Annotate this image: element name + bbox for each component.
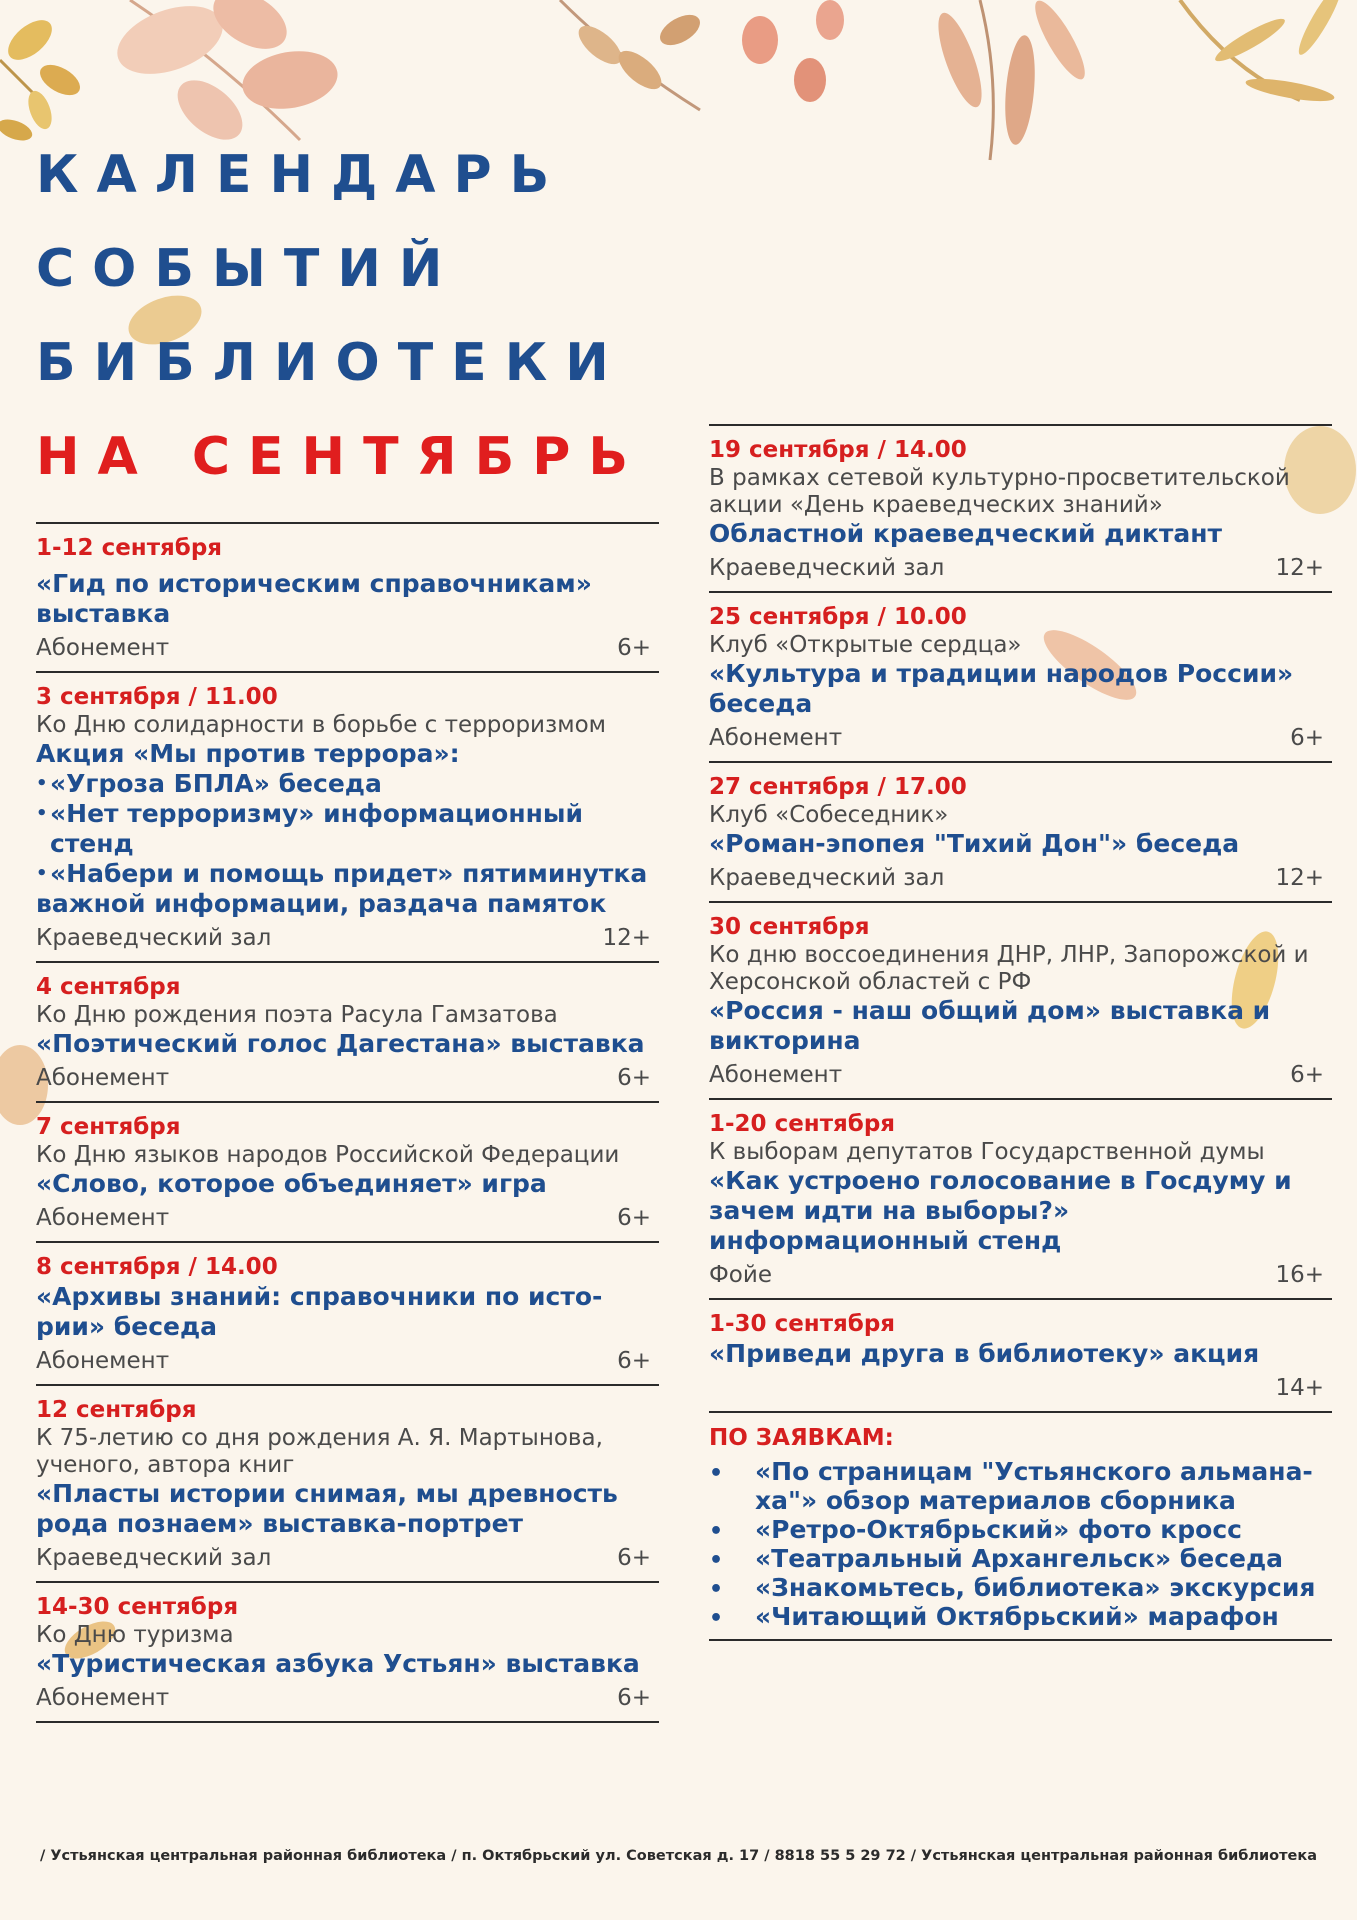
event-place: Абонемент bbox=[36, 1065, 170, 1091]
event-title: «Культура и традиции народов России» беседа bbox=[709, 659, 1294, 718]
event-place: Абонемент bbox=[36, 1685, 170, 1711]
event-date: 30 сентября bbox=[709, 914, 870, 940]
event-place: Краеведческий зал bbox=[709, 555, 945, 581]
age-badge: 6+ bbox=[617, 1545, 651, 1571]
event-title: «Поэтический голос Дагестана» выставка bbox=[36, 1029, 645, 1058]
event-date: 1-12 сентября bbox=[36, 535, 223, 561]
age-badge: 6+ bbox=[617, 1205, 651, 1231]
event-date: 1-30 сентября bbox=[709, 1311, 896, 1337]
age-badge: 12+ bbox=[1275, 865, 1324, 891]
event-item bbox=[709, 763, 1332, 901]
leaf-branch-top-right-icon bbox=[930, 0, 1347, 160]
event-item bbox=[709, 593, 1332, 761]
event-description: Ко Дню рождения поэта Расула Гамзатова bbox=[36, 1002, 558, 1028]
event-item bbox=[709, 1300, 1332, 1411]
event-footer bbox=[36, 923, 659, 953]
left-events-column bbox=[36, 522, 659, 1723]
event-item bbox=[36, 524, 659, 671]
request-item: • «Знакомьтесь, библиотека» экскурсия bbox=[709, 1573, 1332, 1602]
event-date: 14-30 сентября bbox=[36, 1594, 239, 1620]
event-bullet: • «Угроза БПЛА» беседа bbox=[36, 769, 659, 799]
divider bbox=[36, 1721, 659, 1723]
title-line-4: НА СЕНТЯБРЬ bbox=[36, 427, 646, 487]
request-item: • «Ретро-Октябрьский» фото кросс bbox=[709, 1515, 1332, 1544]
event-footer bbox=[36, 1346, 659, 1376]
event-footer bbox=[36, 1683, 659, 1713]
age-badge: 12+ bbox=[1275, 555, 1324, 581]
leaf-cluster-top-left-icon bbox=[0, 13, 85, 145]
event-footer bbox=[36, 1543, 659, 1573]
event-footer bbox=[36, 633, 659, 663]
event-item bbox=[36, 1386, 659, 1581]
event-date: 3 сентября / 11.00 bbox=[36, 684, 278, 710]
event-place: Абонемент bbox=[36, 1205, 170, 1231]
event-description: Ко Дню туризма bbox=[36, 1622, 234, 1648]
title-line-2: СОБЫТИЙ bbox=[36, 239, 461, 299]
age-badge: 6+ bbox=[1290, 1062, 1324, 1088]
event-place: Фойе bbox=[709, 1262, 772, 1288]
event-description: Ко Дню солидарности в борьбе с терроризмом bbox=[36, 712, 607, 738]
event-footer bbox=[709, 1373, 1332, 1403]
event-footer bbox=[709, 863, 1332, 893]
event-title: «Пласты истории снимая, мы древность рода познаем» выставка-портрет bbox=[36, 1479, 618, 1538]
requests-heading: ПО ЗАЯВКАМ: bbox=[709, 1425, 894, 1451]
event-description: Ко Дню языков народов Российской Федерации bbox=[36, 1142, 620, 1168]
event-item bbox=[709, 903, 1332, 1098]
age-badge: 6+ bbox=[617, 1685, 651, 1711]
divider bbox=[709, 1639, 1332, 1641]
event-description: Клуб «Собеседник» bbox=[709, 802, 949, 828]
event-description: К 75-летию со дня рождения А. Я. Мартынова, ученого, автора книг bbox=[36, 1425, 603, 1478]
event-place: Абонемент bbox=[36, 635, 170, 661]
request-item: • «По страницам "Устьянского альмана-ха"» обзор материалов сборника bbox=[709, 1457, 1332, 1515]
event-bullet: • «Нет терроризму» информационный bbox=[36, 799, 659, 829]
event-place: Абонемент bbox=[709, 1062, 843, 1088]
event-description: К выборам депутатов Государственной думы bbox=[709, 1139, 1265, 1165]
event-title: «Россия - наш общий дом» выставка и викторина bbox=[709, 996, 1271, 1055]
event-footer bbox=[709, 1260, 1332, 1290]
event-title: «Гид по историческим справочникам» выставка bbox=[36, 569, 592, 628]
event-title: «Слово, которое объединяет» игра bbox=[36, 1169, 547, 1198]
age-badge: 6+ bbox=[617, 1065, 651, 1091]
event-title: Акция «Мы против террора»: bbox=[36, 739, 460, 768]
leaf-branch-top-center-icon bbox=[560, 0, 844, 110]
event-date: 7 сентября bbox=[36, 1114, 181, 1140]
age-badge: 14+ bbox=[1275, 1375, 1324, 1401]
age-badge: 16+ bbox=[1275, 1262, 1324, 1288]
event-date: 25 сентября / 10.00 bbox=[709, 604, 967, 630]
event-title: «Как устроено голосование в Госдуму и зачем идти на выборы?» информационный стенд bbox=[709, 1166, 1292, 1255]
event-title: «Роман-эпопея "Тихий Дон"» беседа bbox=[709, 829, 1240, 858]
event-title: «Туристическая азбука Устьян» выставка bbox=[36, 1649, 640, 1678]
event-footer bbox=[709, 1060, 1332, 1090]
event-description: В рамках сетевой культурно-просветительской акции «День краеведческих знаний» bbox=[709, 465, 1290, 518]
event-item bbox=[36, 1103, 659, 1241]
footer-address: / Устьянская центральная районная библиотека / п. Октябрьский ул. Советская д. 17 / 8818 55 5 29 72 / Устьянская центральная районная библиотека bbox=[39, 1848, 1317, 1864]
event-item bbox=[36, 963, 659, 1101]
event-item bbox=[709, 426, 1332, 591]
event-description: Ко дню воссоединения ДНР, ЛНР, Запорожской и Херсонской областей с РФ bbox=[709, 942, 1309, 995]
age-badge: 12+ bbox=[602, 925, 651, 951]
requests-list bbox=[709, 1457, 1332, 1631]
event-place: Абонемент bbox=[709, 725, 843, 751]
title-line-1: КАЛЕНДАРЬ bbox=[36, 145, 568, 205]
age-badge: 6+ bbox=[1290, 725, 1324, 751]
event-place: Краеведческий зал bbox=[709, 865, 945, 891]
event-date: 4 сентября bbox=[36, 974, 181, 1000]
event-place: Абонемент bbox=[36, 1348, 170, 1374]
event-bullet-continuation: важной информации, раздача памяток bbox=[36, 889, 607, 918]
request-item: • «Читающий Октябрьский» марафон bbox=[709, 1602, 1332, 1631]
event-footer bbox=[36, 1203, 659, 1233]
event-place: Краеведческий зал bbox=[36, 1545, 272, 1571]
event-date: 12 сентября bbox=[36, 1397, 197, 1423]
event-item bbox=[36, 1243, 659, 1384]
right-events-column bbox=[709, 424, 1332, 1641]
age-badge: 6+ bbox=[617, 1348, 651, 1374]
event-footer bbox=[709, 723, 1332, 753]
event-bullet: • «Набери и помощь придет» пятиминутка bbox=[36, 859, 659, 889]
event-item bbox=[36, 673, 659, 961]
event-place: Краеведческий зал bbox=[36, 925, 272, 951]
event-title: Областной краеведческий диктант bbox=[709, 519, 1222, 548]
event-description: Клуб «Открытые сердца» bbox=[709, 632, 1022, 658]
event-bullet-continuation: стенд bbox=[50, 829, 134, 858]
event-date: 27 сентября / 17.00 bbox=[709, 774, 967, 800]
event-item bbox=[709, 1100, 1332, 1298]
event-date: 8 сентября / 14.00 bbox=[36, 1254, 278, 1280]
age-badge: 6+ bbox=[617, 635, 651, 661]
event-footer bbox=[709, 553, 1332, 583]
event-title: «Архивы знаний: справочники по исто-рии» беседа bbox=[36, 1282, 603, 1341]
event-date: 19 сентября / 14.00 bbox=[709, 437, 967, 463]
event-date: 1-20 сентября bbox=[709, 1111, 896, 1137]
event-footer bbox=[36, 1063, 659, 1093]
title-line-3: БИБЛИОТЕКИ bbox=[36, 333, 627, 393]
event-title: «Приведи друга в библиотеку» акция bbox=[709, 1339, 1260, 1368]
event-item bbox=[36, 1583, 659, 1721]
event-bullet-list bbox=[36, 769, 659, 919]
request-item: • «Театральный Архангельск» беседа bbox=[709, 1544, 1332, 1573]
page-title bbox=[36, 128, 646, 504]
